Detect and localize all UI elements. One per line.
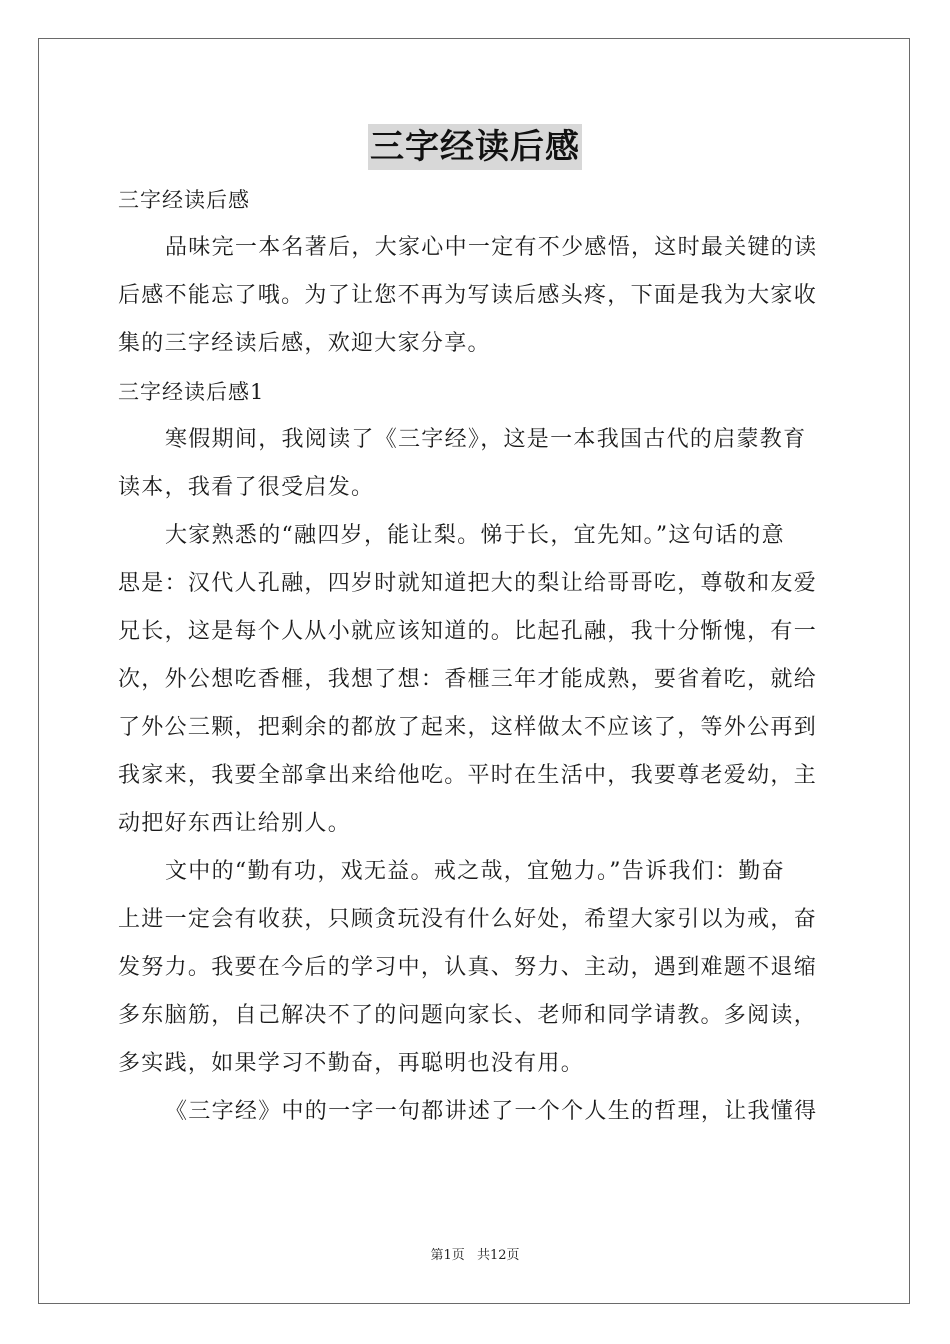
paragraph-3 (118, 848, 834, 1088)
paragraph-line: 发努力。我要在今后的学习中，认真、努力、主动，遇到难题不退缩 (118, 955, 818, 980)
document-body (118, 176, 834, 1136)
section-heading: 三字经读后感1 (118, 380, 265, 404)
paragraph-line: 上进一定会有收获，只顾贪玩没有什么好处，希望大家引以为戒，奋 (118, 907, 818, 932)
intro-line: 后感不能忘了哦。为了让您不再为写读后感头疼，下面是我为大家收 (118, 283, 818, 308)
document-subtitle: 三字经读后感 (118, 188, 250, 212)
paragraph-line: 兄长，这是每个人从小就应该知道的。比起孔融，我十分惭愧，有一 (118, 619, 818, 644)
page-total: 共12页 (476, 1248, 520, 1263)
paragraph-line: 大家熟悉的“融四岁，能让梨。悌于长，宜先知。”这句话的意 (165, 523, 785, 548)
title-container (0, 124, 950, 170)
paragraph-line: 文中的“勤有功，戏无益。戒之哉，宜勉力。”告诉我们：勤奋 (165, 859, 785, 884)
paragraph-line: 《三字经》中的一字一句都讲述了一个个人生的哲理，让我懂得 (165, 1099, 818, 1124)
page-footer (0, 1244, 950, 1263)
paragraph-2 (118, 512, 834, 848)
paragraph-line: 多东脑筋，自己解决不了的问题向家长、老师和同学请教。多阅读， (118, 1003, 818, 1028)
paragraph-line: 了外公三颗，把剩余的都放了起来，这样做太不应该了，等外公再到 (118, 715, 818, 740)
page-number: 第1页 (430, 1248, 465, 1263)
paragraph-line: 思是：汉代人孔融，四岁时就知道把大的梨让给哥哥吃，尊敬和友爱 (118, 571, 818, 596)
paragraph-1 (118, 416, 834, 512)
page-title: 三字经读后感 (368, 124, 582, 170)
paragraph-4 (118, 1088, 834, 1136)
paragraph-line: 我家来，我要全部拿出来给他吃。平时在生活中，我要尊老爱幼，主 (118, 763, 818, 788)
intro-line: 品味完一本名著后，大家心中一定有不少感悟，这时最关键的读 (165, 235, 818, 260)
intro-line: 集的三字经读后感，欢迎大家分享。 (118, 331, 491, 356)
paragraph-line: 多实践，如果学习不勤奋，再聪明也没有用。 (118, 1051, 585, 1076)
paragraph-line: 次，外公想吃香榧，我想了想：香榧三年才能成熟，要省着吃，就给 (118, 667, 818, 692)
paragraph-line: 动把好东西让给别人。 (118, 811, 352, 836)
paragraph-line: 读本，我看了很受启发。 (118, 475, 375, 500)
paragraph-line: 寒假期间，我阅读了《三字经》，这是一本我国古代的启蒙教育 (165, 427, 807, 452)
intro-paragraph (118, 224, 834, 368)
